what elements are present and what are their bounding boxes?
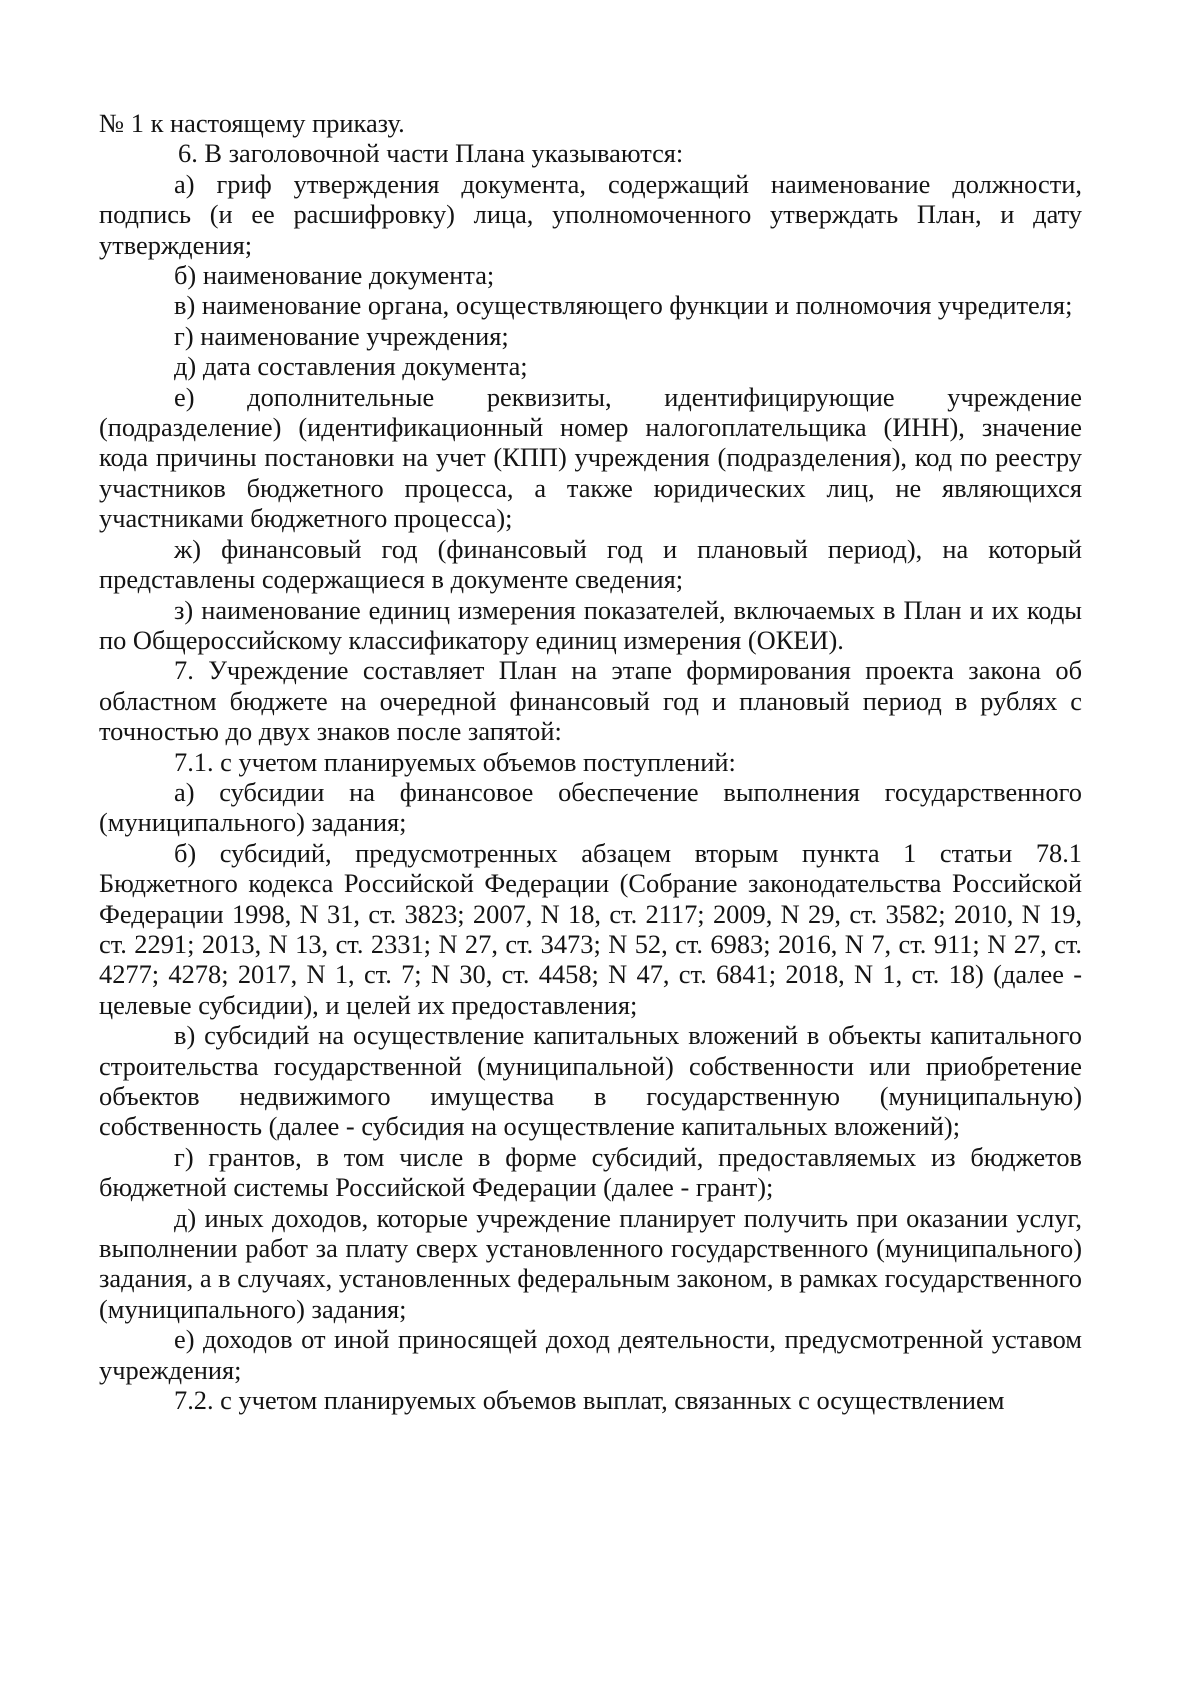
paragraph-7-1: 7.1. с учетом планируемых объемов поступлений: (174, 746, 736, 777)
paragraph-6: 6. В заголовочной части Плана указываются: (178, 138, 684, 169)
paragraph-6zh: ж) финансовый год (финансовый год и плановый период), на который представлены содержащиеся в документе сведения; (99, 533, 1082, 595)
paragraph-7-1d: д) иных доходов, которые учреждение планирует получить при оказании услуг, выполнении работ за плату сверх установленного государственного (муниципального) задания, а в случаях, установленных федеральным законом, в рамках государственного (муниципального) задания; (99, 1202, 1082, 1324)
paragraph-7-1a: а) субсидии на финансовое обеспечение выполнения государственного (муниципального) задания; (99, 776, 1082, 838)
paragraph-7: 7. Учреждение составляет План на этапе формирования проекта закона об областном бюджете на очередной финансовый год и плановый период в рублях с точностью до двух знаков после запятой: (99, 655, 1082, 747)
paragraph-continuation: № 1 к настоящему приказу. (99, 108, 405, 138)
paragraph-7-1e: е) доходов от иной приносящей доход деятельности, предусмотренной уставом учреждения; (99, 1324, 1082, 1385)
paragraph-7-1g: г) грантов, в том числе в форме субсидий, предоставляемых из бюджетов бюджетной системы Российской Федерации (далее - грант); (99, 1141, 1082, 1203)
paragraph-6e: е) дополнительные реквизиты, идентифицирующие учреждение (подразделение) (идентификационный номер налогоплательщика (ИНН), значение кода причины постановки на учет (КПП) учреждения (подразделения), код по реестру участников бюджетного процесса, а также юридических лиц, не являющихся участниками бюджетного процесса); (99, 381, 1082, 534)
paragraph-6d: д) дата составления документа; (174, 351, 528, 382)
paragraph-7-2: 7.2. с учетом планируемых объемов выплат, связанных с осуществлением (174, 1385, 1005, 1416)
paragraph-6a: а) гриф утверждения документа, содержащий наименование должности, подпись (и ее расшифровку) лица, уполномоченного утверждать План, и дату утверждения; (99, 168, 1082, 260)
document-body (99, 108, 1082, 1415)
paragraph-7-1v: в) субсидий на осуществление капитальных вложений в объекты капитального строительства государственной (муниципальной) собственности или приобретение объектов недвижимого имущества в государственную (муниципальную) собственность (далее - субсидия на осуществление капитальных вложений); (99, 1020, 1082, 1142)
paragraph-6v: в) наименование органа, осуществляющего функции и полномочия учредителя; (174, 290, 1073, 321)
paragraph-6b: б) наименование документа; (174, 260, 495, 291)
paragraph-7-1b: б) субсидий, предусмотренных абзацем вторым пункта 1 статьи 78.1 Бюджетного кодекса Российской Федерации (Собрание законодательства Российской Федерации 1998, N 31, ст. 3823; 2007, N 18, ст. 2117; 2009, N 29, ст. 3582; 2010, N 19, ст. 2291; 2013, N 13, ст. 2331; N 27, ст. 3473; N 52, ст. 6983; 2016, N 7, ст. 911; N 27, ст. 4277; 4278; 2017, N 1, ст. 7; N 30, ст. 4458; N 47, ст. 6841; 2018, N 1, ст. 18) (далее - целевые субсидии), и целей их предоставления; (99, 837, 1082, 1020)
paragraph-6g: г) наименование учреждения; (174, 320, 509, 351)
paragraph-6z: з) наименование единиц измерения показателей, включаемых в План и их коды по Общероссийскому классификатору единиц измерения (ОКЕИ). (99, 594, 1082, 655)
